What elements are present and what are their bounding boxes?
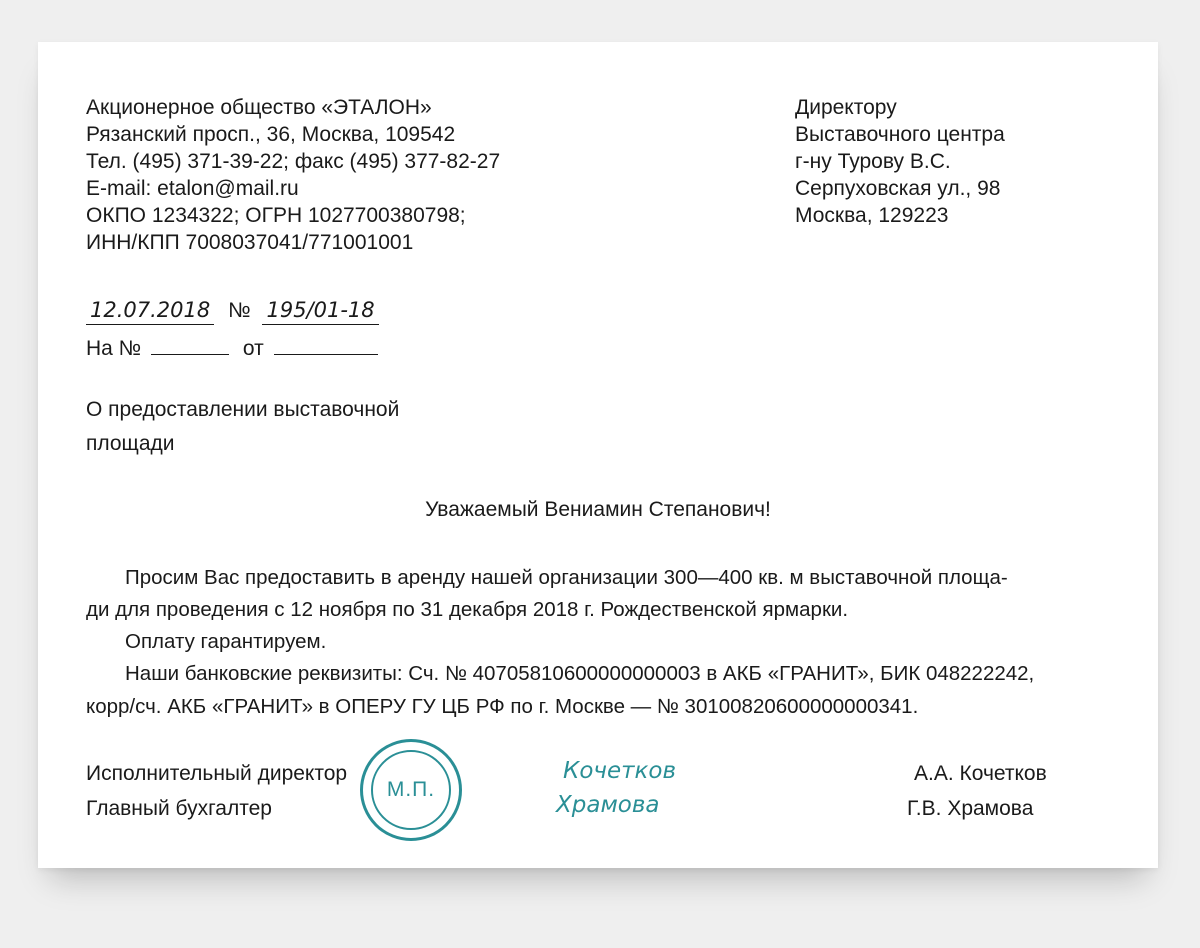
sender-org: Акционерное общество «ЭТАЛОН» — [86, 96, 432, 119]
recipient-name: г-ну Турову В.С. — [795, 150, 951, 173]
stamp-seal — [360, 739, 462, 841]
letter-page — [38, 42, 1158, 868]
sender-address: Рязанский просп., 36, Москва, 109542 — [86, 123, 456, 146]
sender-phone: Тел. (495) 371-39-22; факс (495) 377-82-27 — [86, 150, 501, 173]
reference-line — [86, 297, 379, 325]
reply-reference-line — [86, 334, 378, 362]
subject-line-1: О предоставлении выставочной — [86, 398, 400, 421]
body-p3-line2: корр/сч. АКБ «ГРАНИТ» в ОПЕРУ ГУ ЦБ РФ по г. Москве — № 30100820600000000341. — [86, 695, 919, 718]
number-sign: № — [228, 299, 251, 322]
salutation: Уважаемый Вениамин Степанович! — [425, 498, 771, 521]
from-label: от — [242, 337, 264, 360]
recipient-street: Серпуховская ул., 98 — [795, 177, 1001, 200]
sender-okpo: ОКПО 1234322; ОГРН 1027700380798; — [86, 204, 466, 227]
signer-name-1: А.А. Кочетков — [914, 762, 1047, 785]
reply-to-label: На № — [86, 337, 142, 360]
recipient-city: Москва, 129223 — [795, 204, 949, 227]
reply-date-blank — [274, 334, 378, 355]
recipient-org: Выставочного центра — [795, 123, 1005, 146]
letter-date: 12.07.2018 — [86, 297, 214, 325]
stamp-label: М.П. — [371, 750, 451, 830]
handwritten-signature-1: Кочетков — [563, 758, 677, 784]
reply-number-blank — [151, 334, 229, 355]
body-p2: Оплату гарантируем. — [125, 630, 327, 653]
sender-email: E-mail: etalon@mail.ru — [86, 177, 299, 200]
signer-position-2: Главный бухгалтер — [86, 797, 272, 820]
subject-line-2: площади — [86, 432, 175, 455]
signer-position-1: Исполнительный директор — [86, 762, 348, 785]
body-p1-line2: ди для проведения с 12 ноября по 31 декабря 2018 г. Рождественской ярмарки. — [86, 598, 849, 621]
signer-name-2: Г.В. Храмова — [907, 797, 1034, 820]
sender-inn: ИНН/КПП 7008037041/771001001 — [86, 231, 414, 254]
letter-number: 195/01-18 — [262, 297, 378, 325]
recipient-title: Директору — [795, 96, 897, 119]
body-p3-line1: Наши банковские реквизиты: Сч. № 40705810600000000003 в АКБ «ГРАНИТ», БИК 048222242, — [125, 662, 1035, 685]
body-p1-line1: Просим Вас предоставить в аренду нашей организации 300—400 кв. м выставочной площа- — [125, 566, 1008, 589]
handwritten-signature-2: Храмова — [556, 792, 660, 818]
